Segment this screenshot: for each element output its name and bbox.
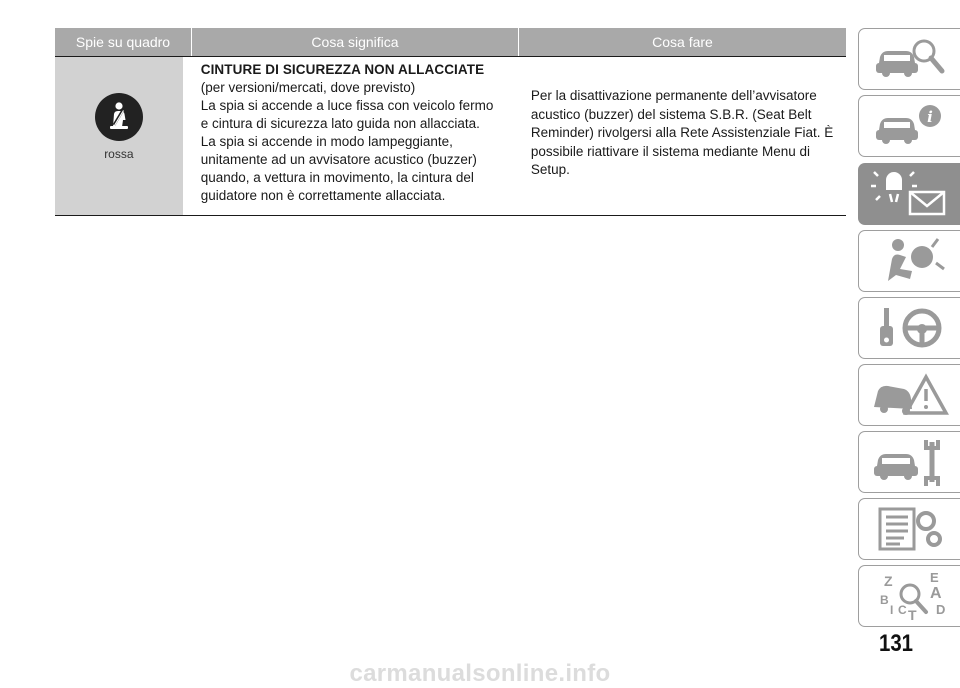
action-line: acustico (buzzer) del sistema S.B.R. (Seat Belt [530, 106, 812, 122]
header-meaning: Cosa significa [191, 28, 518, 56]
meaning-line: unitamente ad un avvisatore acustico (buzzer) [200, 152, 477, 167]
header-lamps: Spie su quadro [75, 34, 171, 50]
page-number: 131 [878, 630, 914, 657]
car-wrench-icon [870, 436, 950, 488]
action-line: Reminder) rivolgersi alla Rete Assistenziale Fiat. È [530, 125, 834, 140]
index-letter: I [889, 603, 893, 617]
lamp-color-label: rossa [104, 147, 134, 161]
meaning-line: guidatore non è correttamente allacciata. [200, 188, 446, 203]
seatbelt-warning-icon [95, 93, 143, 141]
meaning-cell [183, 57, 515, 215]
index-letter: A [929, 585, 942, 602]
meaning-line: La spia si accende a luce fissa con veicolo fermo [200, 98, 494, 113]
meaning-line: (per versioni/mercati, dove previsto) [200, 80, 416, 95]
airbag-passenger-icon [870, 235, 950, 287]
index-letter: Z [883, 573, 893, 589]
car-warning-triangle-icon [870, 369, 950, 421]
tab-index[interactable] [858, 565, 960, 627]
table-row [55, 56, 846, 216]
meaning-title: CINTURE DI SICUREZZA NON ALLACCIATE [200, 62, 485, 77]
index-letter: E [929, 570, 939, 585]
index-letter: C [897, 603, 907, 617]
meaning-line: e cintura di sicurezza lato guida non allacciata. [200, 116, 480, 131]
lamp-cell [55, 57, 183, 215]
specs-list-gear-icon [870, 503, 950, 555]
warning-light-message-icon [870, 168, 950, 220]
table-header [55, 28, 846, 56]
index-letter: B [879, 593, 889, 607]
tab-car-search[interactable] [858, 28, 960, 90]
meaning-line: La spia si accende in modo lampeggiante, [200, 134, 453, 149]
key-steering-wheel-icon [870, 302, 950, 354]
watermark: carmanualsonline.info [349, 660, 611, 687]
action-line: possibile riattivare il sistema mediante Menu di [530, 143, 811, 159]
tab-starting-driving[interactable] [858, 297, 960, 359]
tab-car-info[interactable] [858, 95, 960, 157]
alphabetical-index-icon [870, 570, 950, 622]
action-cell [515, 57, 846, 215]
tab-maintenance[interactable] [858, 431, 960, 493]
tab-technical-data[interactable] [858, 498, 960, 560]
index-letter: T [907, 607, 917, 622]
header-action: Cosa fare [518, 28, 846, 56]
index-letter: D [935, 602, 945, 617]
action-line: Setup. [530, 162, 570, 177]
car-search-icon [870, 33, 950, 85]
tab-warning-lights[interactable] [858, 163, 960, 225]
car-info-icon [870, 100, 950, 152]
svg-text:i: i [926, 108, 933, 126]
tab-emergency[interactable] [858, 364, 960, 426]
warning-lights-table [55, 28, 846, 216]
tab-safety[interactable] [858, 230, 960, 292]
meaning-line: quando, a vettura in movimento, la cintura del [200, 170, 474, 185]
action-line: Per la disattivazione permanente dell’avvisatore [530, 88, 817, 103]
